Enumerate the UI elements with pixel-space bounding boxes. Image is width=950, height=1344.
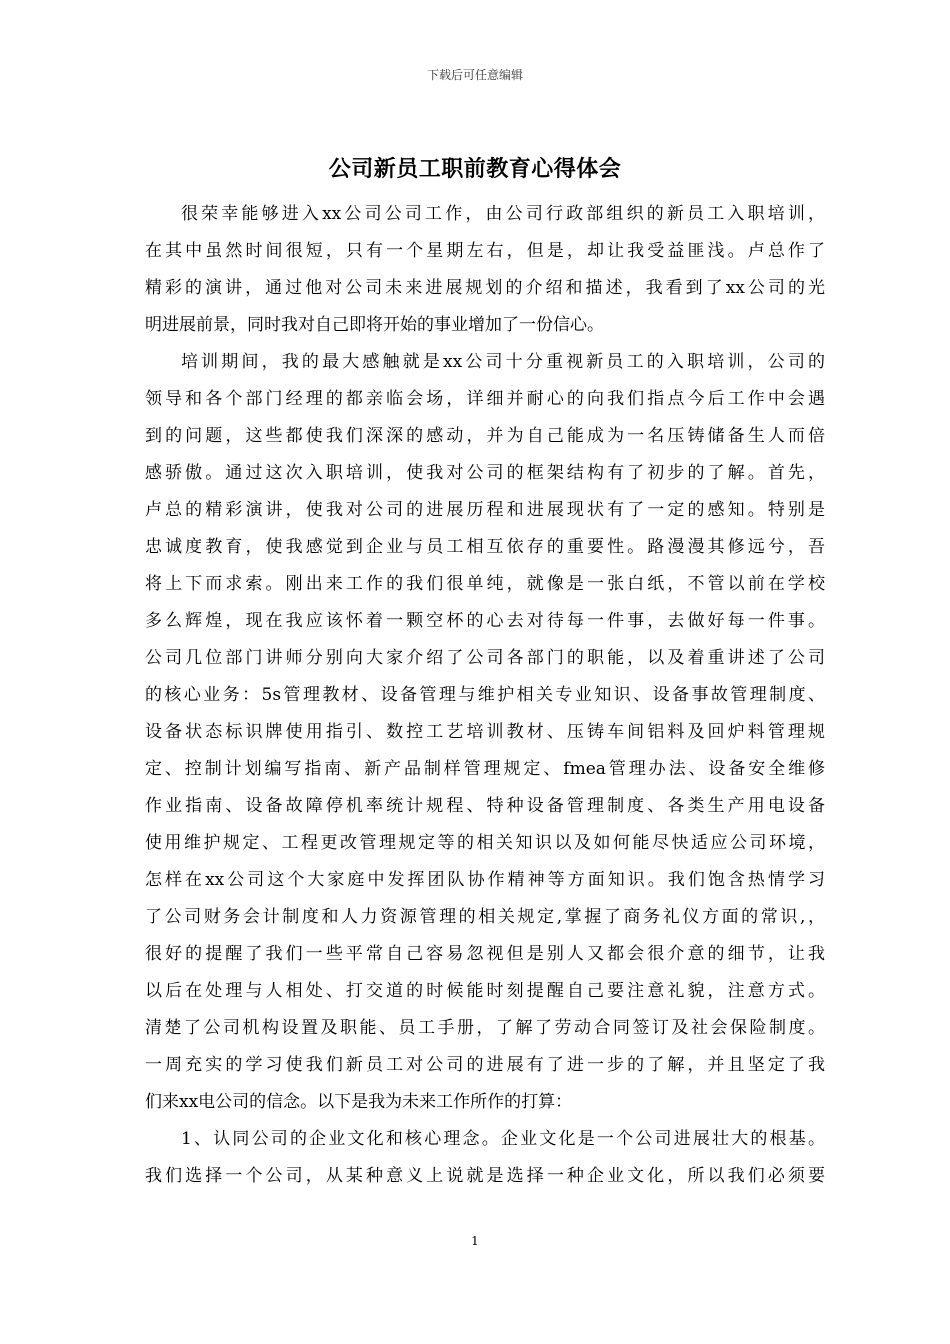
body-line: 精彩的演讲，通过他对公司未来进展规划的介绍和描述，我看到了xx公司的光	[145, 278, 825, 298]
body-line: 忠诚度教育，使我感觉到企业与员工相互依存的重要性。路漫漫其修远兮，吾	[145, 537, 825, 557]
body-line: 们来xx电公司的信念。以下是我为未来工作所作的打算：	[145, 1092, 573, 1112]
body-line: 清楚了公司机构设置及职能、员工手册，了解了劳动合同签订及社会保险制度。	[145, 1018, 825, 1038]
body-line: 将上下而求索。刚出来工作的我们很单纯，就像是一张白纸，不管以前在学校	[145, 574, 825, 594]
body-line: 我们选择一个公司，从某种意义上说就是选择一种企业文化，所以我们必须要	[145, 1166, 825, 1186]
body-line: 了公司财务会计制度和人力资源管理的相关规定,掌握了商务礼仪方面的常识,，	[145, 907, 825, 927]
body-line: 的核心业务：5s管理教材、设备管理与维护相关专业知识、设备事故管理制度、	[145, 685, 825, 705]
body-line: 使用维护规定、工程更改管理规定等的相关知识以及如何能尽快适应公司环境，	[145, 833, 825, 853]
document-title: 公司新员工职前教育心得体会	[328, 156, 622, 182]
body-line: 领导和各个部门经理的都亲临会场，详细并耐心的向我们指点今后工作中会遇	[145, 389, 825, 409]
body-line: 到的问题，这些都使我们深深的感动，并为自己能成为一名压铸储备生人而倍	[145, 426, 825, 446]
body-line: 很荣幸能够进入xx公司公司工作，由公司行政部组织的新员工入职培训，	[181, 204, 825, 224]
body-line: 设备状态标识牌使用指引、数控工艺培训教材、压铸车间铝料及回炉料管理规	[145, 722, 825, 742]
body-line: 以后在处理与人相处、打交道的时候能时刻提醒自己要注意礼貌，注意方式。	[145, 981, 825, 1001]
page-header-note: 下载后可任意编辑	[426, 68, 523, 82]
body-line: 公司几位部门讲师分别向大家介绍了公司各部门的职能，以及着重讲述了公司	[145, 648, 825, 668]
body-line: 在其中虽然时间很短，只有一个星期左右，但是，却让我受益匪浅。卢总作了	[145, 241, 825, 261]
body-line: 定、控制计划编写指南、新产品制样管理规定、fmea管理办法、设备安全维修	[145, 759, 825, 779]
body-line: 一周充实的学习使我们新员工对公司的进展有了进一步的了解，并且坚定了我	[145, 1055, 825, 1075]
body-line: 培训期间，我的最大感触就是xx公司十分重视新员工的入职培训，公司的	[181, 352, 825, 372]
body-line: 怎样在xx公司这个大家庭中发挥团队协作精神等方面知识。我们饱含热情学习	[145, 870, 825, 890]
body-line: 明进展前景，同时我对自己即将开始的事业增加了一份信心。	[145, 315, 604, 335]
body-line: 作业指南、设备故障停机率统计规程、特种设备管理制度、各类生产用电设备	[145, 796, 825, 816]
body-line: 卢总的精彩演讲，使我对公司的进展历程和进展现状有了一定的感知。特别是	[145, 500, 825, 520]
body-line: 感骄傲。通过这次入职培训，使我对公司的框架结构有了初步的了解。首先，	[145, 463, 825, 483]
document-body	[145, 196, 825, 1195]
page-number: 1	[471, 1234, 479, 1248]
body-line: 多么辉煌，现在我应该怀着一颗空杯的心去对待每一件事，去做好每一件事。	[145, 611, 825, 631]
body-line: 很好的提醒了我们一些平常自己容易忽视但是别人又都会很介意的细节，让我	[145, 944, 825, 964]
body-line: 1、认同公司的企业文化和核心理念。企业文化是一个公司进展壮大的根基。	[181, 1129, 825, 1149]
